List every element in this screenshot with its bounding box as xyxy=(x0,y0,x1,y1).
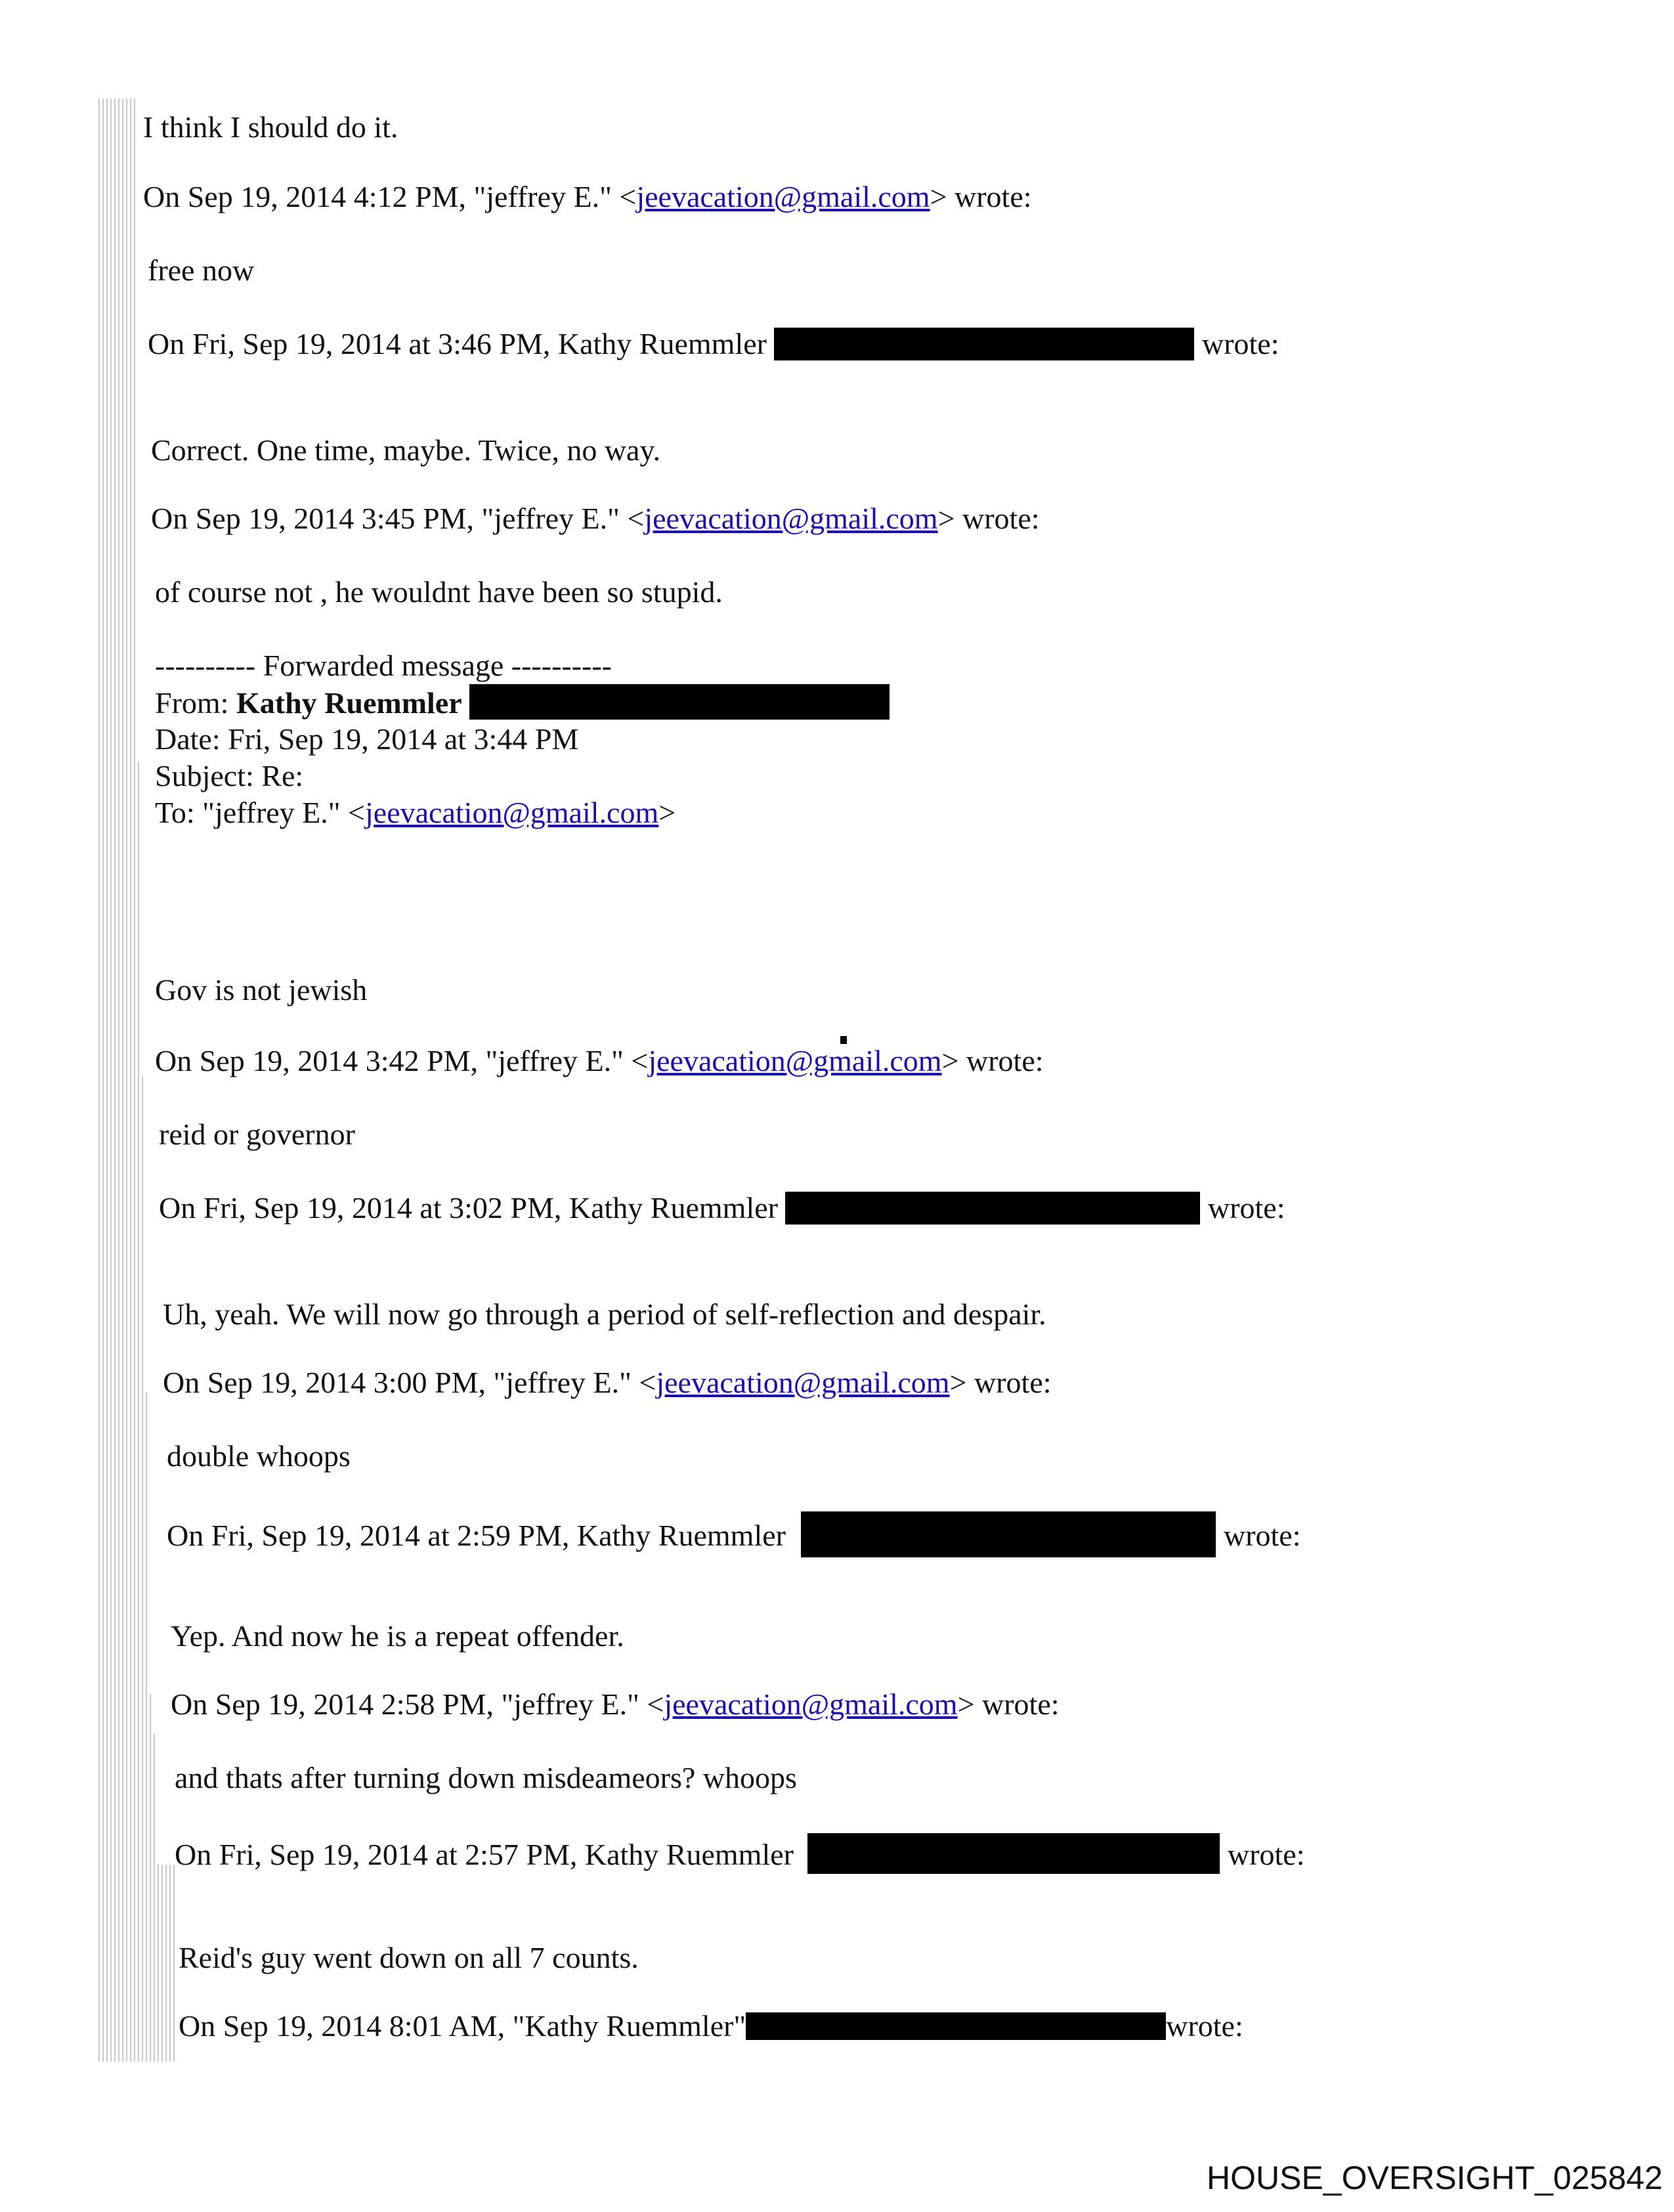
reply-header xyxy=(143,179,1032,215)
redaction-box xyxy=(785,1192,1200,1225)
reply-header-suffix: wrote: xyxy=(1166,2009,1243,2043)
reply-header xyxy=(171,1686,1060,1723)
reply-header-text: On Sep 19, 2014 8:01 AM, "Kathy Ruemmler" xyxy=(179,2009,746,2043)
forwarded-from xyxy=(155,684,890,722)
redaction-box xyxy=(746,2012,1166,2040)
reply-header xyxy=(167,1511,1300,1557)
redaction-box xyxy=(801,1511,1216,1557)
reply-header-suffix: wrote: xyxy=(1223,1519,1301,1552)
reply-header-text: On Sep 19, 2014 2:58 PM, "jeffrey E." < xyxy=(171,1687,664,1721)
to-suffix: > xyxy=(658,796,676,829)
email-link[interactable]: jeevacation@gmail.com xyxy=(636,180,930,213)
email-link[interactable]: jeevacation@gmail.com xyxy=(664,1687,958,1721)
to-label: To: "jeffrey E." < xyxy=(155,796,366,829)
redaction-box xyxy=(774,328,1194,360)
message-text: Gov is not jewish xyxy=(155,973,368,1007)
redaction-box xyxy=(807,1833,1220,1874)
forwarded-header: ---------- Forwarded message ---------- xyxy=(155,649,612,682)
reply-header-suffix: > wrote: xyxy=(949,1366,1052,1399)
message-text: free now xyxy=(148,253,255,287)
reply-header-suffix: > wrote: xyxy=(957,1687,1060,1721)
message-text: reid or governor xyxy=(159,1117,355,1151)
from-name: Kathy Ruemmler xyxy=(236,686,462,720)
reply-header xyxy=(175,1833,1304,1874)
reply-header-suffix: > wrote: xyxy=(941,1044,1044,1077)
message-text: and thats after turning down misdeameors? whoops xyxy=(175,1761,797,1794)
reply-header-suffix: > wrote: xyxy=(937,502,1040,535)
email-link[interactable]: jeevacation@gmail.com xyxy=(644,502,938,535)
reply-header xyxy=(148,326,1279,362)
stray-mark xyxy=(840,1036,847,1044)
message-text: Yep. And now he is a repeat offender. xyxy=(171,1619,624,1653)
reply-header-text: On Fri, Sep 19, 2014 at 2:57 PM, Kathy Ruemmler xyxy=(175,1838,794,1871)
reply-header-text: On Sep 19, 2014 3:42 PM, "jeffrey E." < xyxy=(155,1044,649,1077)
reply-header-text: On Fri, Sep 19, 2014 at 3:02 PM, Kathy Ruemmler xyxy=(159,1191,778,1225)
email-link[interactable]: jeevacation@gmail.com xyxy=(365,796,659,829)
redaction-box xyxy=(469,684,890,720)
forwarded-subject: Subject: Re: xyxy=(155,759,304,792)
reply-header xyxy=(159,1190,1285,1226)
message-text: of course not , he wouldnt have been so stupid. xyxy=(155,575,723,609)
reply-header-text: On Fri, Sep 19, 2014 at 2:59 PM, Kathy Ruemmler xyxy=(167,1519,786,1552)
reply-header-text: On Fri, Sep 19, 2014 at 3:46 PM, Kathy Ruemmler xyxy=(148,327,767,360)
bates-number: HOUSE_OVERSIGHT_025842 xyxy=(1207,2159,1663,2196)
message-text: double whoops xyxy=(167,1439,351,1473)
reply-header-text: On Sep 19, 2014 3:00 PM, "jeffrey E." < xyxy=(163,1366,656,1399)
email-link[interactable]: jeevacation@gmail.com xyxy=(656,1366,950,1399)
reply-header-suffix: wrote: xyxy=(1201,327,1279,360)
email-link[interactable]: jeevacation@gmail.com xyxy=(648,1044,942,1077)
message-text: Uh, yeah. We will now go through a period of self-reflection and despair. xyxy=(163,1297,1046,1331)
reply-header-text: On Sep 19, 2014 4:12 PM, "jeffrey E." < xyxy=(143,180,637,213)
reply-header xyxy=(151,500,1040,537)
reply-header xyxy=(155,1043,1044,1079)
message-text: Correct. One time, maybe. Twice, no way. xyxy=(151,433,660,467)
message-text: I think I should do it. xyxy=(143,110,398,144)
reply-header xyxy=(163,1364,1052,1401)
forwarded-to xyxy=(155,794,676,831)
from-label: From: xyxy=(155,686,236,720)
message-text: Reid's guy went down on all 7 counts. xyxy=(179,1941,639,1974)
reply-header xyxy=(179,2008,1243,2045)
reply-header-suffix: > wrote: xyxy=(930,180,1032,213)
reply-header-suffix: wrote: xyxy=(1207,1191,1285,1225)
reply-header-text: On Sep 19, 2014 3:45 PM, "jeffrey E." < xyxy=(151,502,645,535)
reply-header-suffix: wrote: xyxy=(1227,1838,1305,1871)
forwarded-date: Date: Fri, Sep 19, 2014 at 3:44 PM xyxy=(155,722,579,756)
